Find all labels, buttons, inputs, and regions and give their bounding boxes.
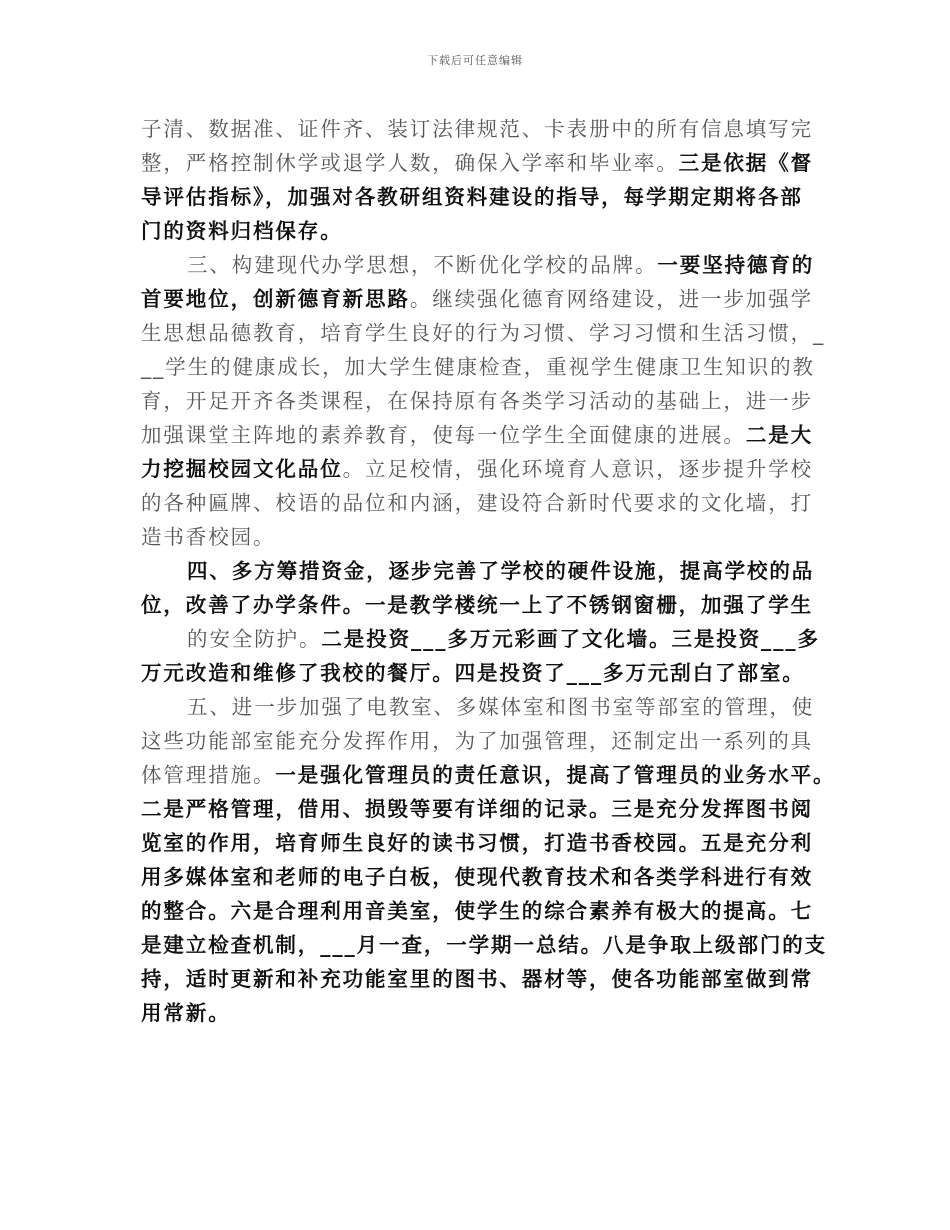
bold-text-segment: 三是依据《督 — [678, 151, 814, 175]
text-line — [141, 996, 823, 1030]
text-segment: __学生的健康成长，加大学生健康检查，重视学生健康卫生知识的教 — [141, 355, 815, 379]
document-body — [141, 112, 836, 1030]
bold-text-segment: 二是投资___多万元彩画了文化墙。三是投资___多 — [321, 627, 820, 651]
text-segment: 整，严格控制休学或退学人数，确保入学率和毕业率。 — [141, 151, 679, 175]
text-line — [141, 622, 823, 656]
text-line — [141, 520, 823, 554]
text-line — [141, 248, 823, 282]
text-segment: 。继续强化德育网络建设，进一步加强学 — [409, 287, 814, 311]
text-line — [141, 656, 823, 690]
bold-text-segment: 力挖掘校园文化品位 — [141, 457, 343, 481]
bold-text-segment: 的整合。六是合理利用音美室，使学生的综合素养有极大的提高。七 — [141, 899, 813, 923]
text-line — [141, 452, 823, 486]
bold-text-segment: 四、多方筹措资金，逐步完善了学校的硬件设施，提高学校的品 — [187, 559, 815, 583]
bold-text-segment: 二是大 — [745, 423, 814, 447]
text-segment: 体管理措施。 — [141, 763, 276, 787]
text-segment: 三、构建现代办学思想，不断优化学校的品牌。 — [187, 253, 658, 277]
text-line — [141, 554, 823, 588]
text-line — [141, 724, 823, 758]
text-segment: 。立足校情，强化环境育人意识，逐步提升学校 — [342, 457, 814, 481]
text-segment: 的各种匾牌、校语的品位和内涵，建设符合新时代要求的文化墙，打 — [141, 491, 813, 515]
bold-text-segment: 二是严格管理，借用、损毁等要有详细的记录。三是充分发挥图书阅 — [141, 797, 813, 821]
text-line — [141, 928, 828, 962]
bold-text-segment: 览室的作用，培育师生良好的读书习惯，打造书香校园。五是充分利 — [141, 831, 813, 855]
bold-text-segment: 万元改造和维修了我校的餐厅。四是投资了___多万元刮白了部室。 — [141, 661, 805, 685]
bold-text-segment: 持，适时更新和补充功能室里的图书、器材等，使各功能部室做到常 — [141, 967, 813, 991]
text-line — [141, 486, 823, 520]
text-line — [141, 180, 823, 214]
text-segment: 五、进一步加强了电教室、多媒体室和图书室等部室的管理，使 — [187, 695, 815, 719]
bold-text-segment: 用多媒体室和老师的电子白板，使现代教育技术和各类学科进行有效 — [141, 865, 813, 889]
text-line — [141, 384, 823, 418]
text-line — [141, 792, 823, 826]
text-line — [141, 588, 823, 622]
text-line — [141, 758, 836, 792]
text-line — [141, 418, 823, 452]
bold-text-segment: 导评估指标》，加强对各教研组资料建设的指导，每学期定期将各部 — [141, 185, 803, 209]
text-segment: 加强课堂主阵地的素养教育，使每一位学生全面健康的进展。 — [141, 423, 746, 447]
text-line — [141, 214, 823, 248]
text-line — [141, 146, 823, 180]
bold-text-segment: 用常新。 — [141, 1001, 231, 1025]
text-line — [141, 350, 823, 384]
text-line — [141, 894, 823, 928]
bold-text-segment: 一要坚持德育的 — [657, 253, 815, 277]
text-line — [141, 282, 823, 316]
text-segment: 的安全防护。 — [187, 627, 322, 651]
text-line — [141, 962, 823, 996]
text-line — [141, 690, 823, 724]
bold-text-segment: 位，改善了办学条件。一是教学楼统一上了不锈钢窗栅，加强了学生 — [141, 593, 813, 617]
page-header: 下载后可任意编辑 — [427, 54, 523, 67]
text-line — [141, 826, 823, 860]
bold-text-segment: 门的资料归档保存。 — [141, 219, 343, 243]
bold-text-segment: 是建立检查机制，___月一查，一学期一总结。八是争取上级部门的支 — [141, 933, 828, 957]
text-segment: 造书香校园。 — [141, 525, 276, 549]
text-segment: 育，开足开齐各类课程，在保持原有各类学习活动的基础上，进一步 — [141, 389, 813, 413]
text-line — [141, 860, 823, 894]
text-segment: 子清、数据准、证件齐、装订法律规范、卡表册中的所有信息填写完 — [141, 117, 813, 141]
text-line — [141, 112, 823, 146]
text-line — [141, 316, 826, 350]
bold-text-segment: 首要地位，创新德育新思路 — [141, 287, 410, 311]
text-segment: 生思想品德教育，培育学生良好的行为习惯、学习习惯和生活习惯，_ — [141, 321, 826, 345]
text-segment: 这些功能部室能充分发挥作用，为了加强管理，还制定出一系列的具 — [141, 729, 813, 753]
bold-text-segment: 一是强化管理员的责任意识，提高了管理员的业务水平。 — [275, 763, 836, 787]
